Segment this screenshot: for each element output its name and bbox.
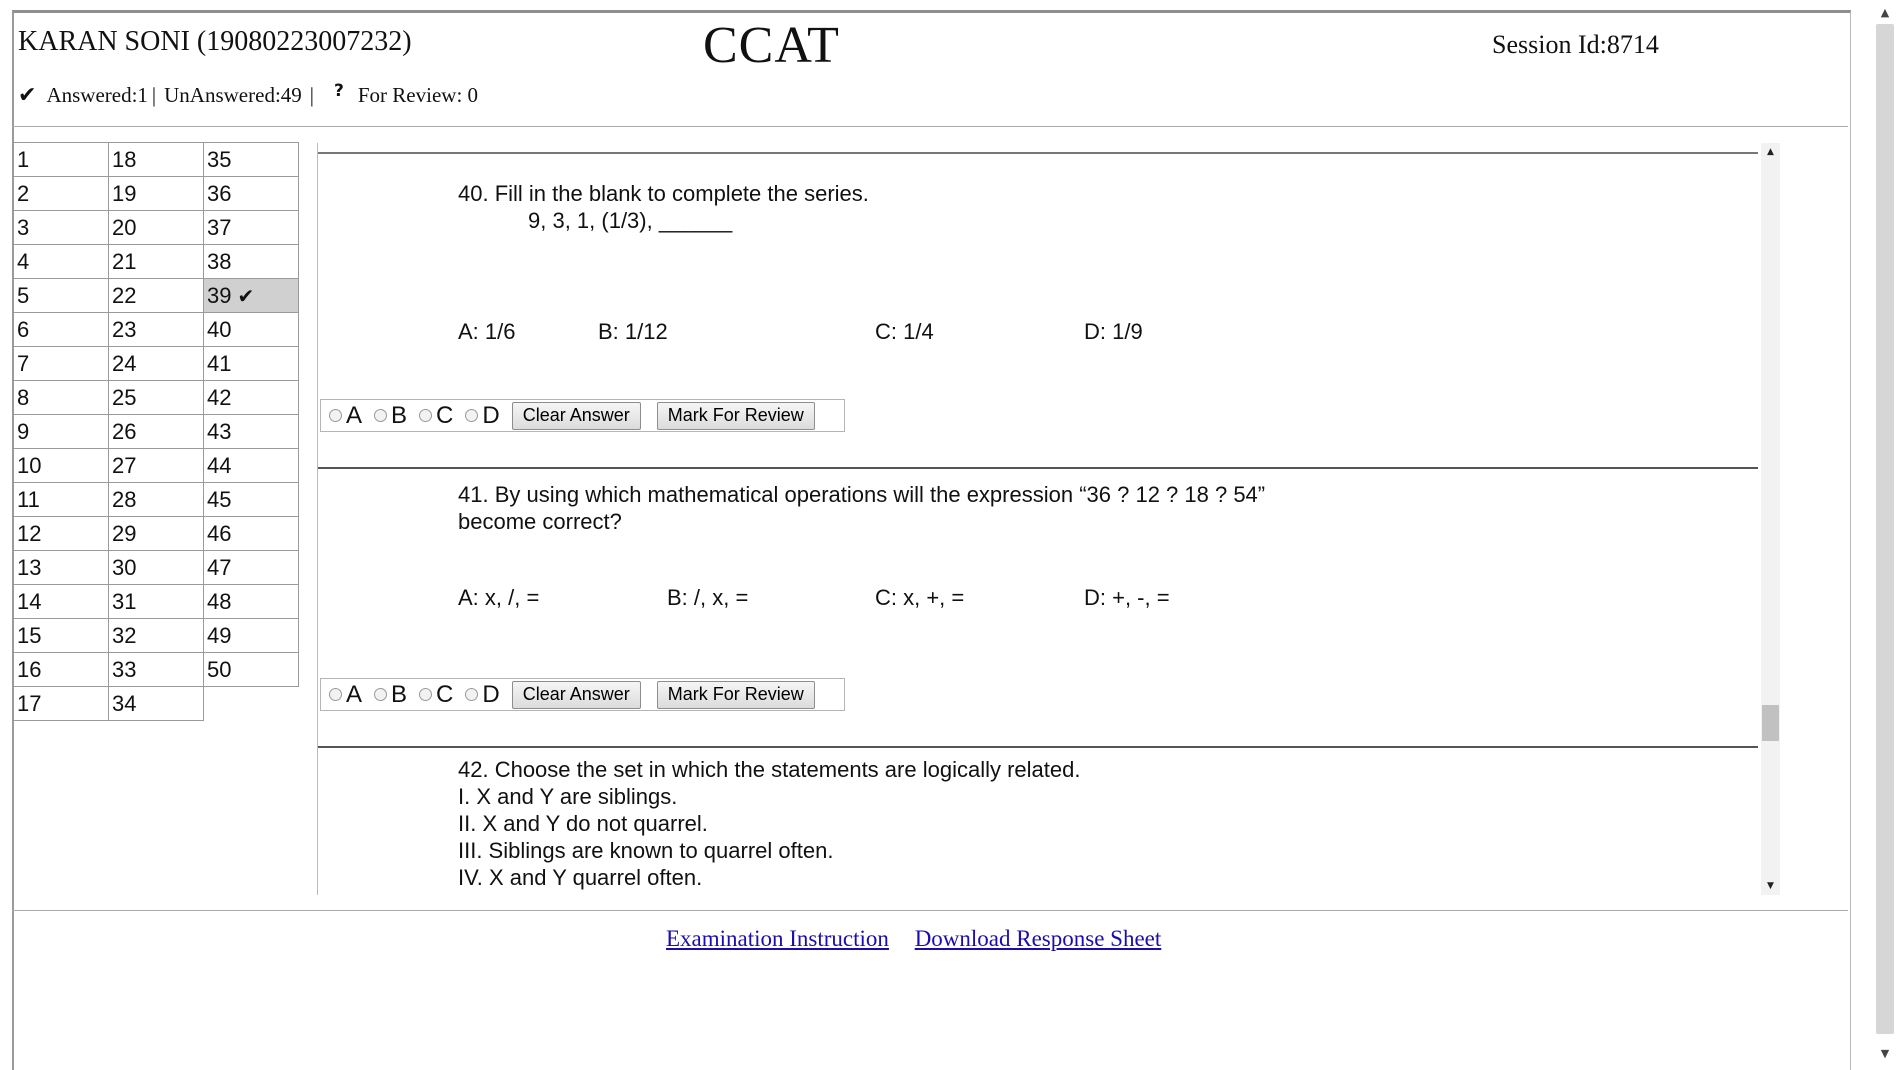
question-number-label: 37 <box>207 214 232 240</box>
question-number-28[interactable] <box>109 483 204 517</box>
separator: | <box>309 83 314 107</box>
unanswered-count: UnAnswered:49 <box>164 83 302 107</box>
question-number-label: 12 <box>17 520 42 546</box>
radio-label: C <box>436 401 454 429</box>
question-number-5[interactable] <box>14 279 109 313</box>
question-number-label: 30 <box>112 554 137 580</box>
question-number-1[interactable] <box>14 143 109 177</box>
navigator-row <box>14 551 299 585</box>
question-number-label: 44 <box>207 452 232 478</box>
statement: IV. X and Y quarrel often. <box>458 865 703 890</box>
radio-label: C <box>436 680 454 708</box>
question-number-21[interactable] <box>109 245 204 279</box>
header-divider <box>12 126 1848 127</box>
radio-label: A <box>346 401 363 429</box>
navigator-row <box>14 177 299 211</box>
mark-for-review-button[interactable]: Mark For Review <box>657 681 815 709</box>
footer-divider <box>12 910 1848 911</box>
question-number-label: 31 <box>112 588 137 614</box>
question-number-label: 5 <box>17 282 30 308</box>
question-number-49[interactable] <box>204 619 299 653</box>
radio-c[interactable] <box>419 409 432 422</box>
radio-c[interactable] <box>419 688 432 701</box>
question-number-label: 16 <box>17 656 42 682</box>
question-text: 40. Fill in the blank to complete the series. <box>458 181 869 206</box>
question-series: 9, 3, 1, (1/3), ______ <box>528 208 733 233</box>
question-number-label: 8 <box>17 384 30 410</box>
candidate-name: KARAN SONI (19080223007232) <box>18 26 412 57</box>
option-d: D: 1/9 <box>1084 319 1143 344</box>
session-id: Session Id:8714 <box>1492 30 1659 59</box>
question-number-20[interactable] <box>109 211 204 245</box>
question-number-26[interactable] <box>109 415 204 449</box>
question-number-label: 14 <box>17 588 42 614</box>
question-number-38[interactable] <box>204 245 299 279</box>
radio-d[interactable] <box>465 688 478 701</box>
question-number-12[interactable] <box>14 517 109 551</box>
option-b: B: 1/12 <box>598 319 668 344</box>
page-scrollbar[interactable] <box>1873 0 1897 1067</box>
statement: II. X and Y do not quarrel. <box>458 811 708 836</box>
question-number-9[interactable] <box>14 415 109 449</box>
question-number-label: 19 <box>112 180 137 206</box>
question-number-label: 35 <box>207 146 232 172</box>
question-number-label: 45 <box>207 486 232 512</box>
statement: I. X and Y are siblings. <box>458 784 678 809</box>
question-text: 41. By using which mathematical operations will the expression “36 ? 12 ? 18 ? 54” <box>458 482 1266 507</box>
question-number-6[interactable] <box>14 313 109 347</box>
question-number-42[interactable] <box>204 381 299 415</box>
radio-b[interactable] <box>374 409 387 422</box>
question-number-47[interactable] <box>204 551 299 585</box>
question-number-label: 4 <box>17 248 30 274</box>
radio-label: B <box>391 401 408 429</box>
option-a: A: x, /, = <box>458 585 540 610</box>
question-number-23[interactable] <box>109 313 204 347</box>
question-number-label: 21 <box>112 248 137 274</box>
question-number-label: 39 <box>207 282 232 308</box>
scroll-up-icon[interactable]: ▲ <box>1767 147 1774 157</box>
question-number-label: 7 <box>17 350 30 376</box>
question-number-label: 13 <box>17 554 42 580</box>
radio-label: B <box>391 680 408 708</box>
question-number-45[interactable] <box>204 483 299 517</box>
question-number-16[interactable] <box>14 653 109 687</box>
question-number-44[interactable] <box>204 449 299 483</box>
radio-d[interactable] <box>465 409 478 422</box>
question-divider <box>318 746 1758 748</box>
question-number-18[interactable] <box>109 143 204 177</box>
question-number-label: 36 <box>207 180 232 206</box>
question-number-label: 40 <box>207 316 232 342</box>
question-number-22[interactable] <box>109 279 204 313</box>
question-number-label: 3 <box>17 214 30 240</box>
question-number-label: 1 <box>17 146 30 172</box>
question-number-8[interactable] <box>14 381 109 415</box>
question-number-label: 43 <box>207 418 232 444</box>
question-number-4[interactable] <box>14 245 109 279</box>
question-number-17[interactable] <box>14 687 109 721</box>
question-number-7[interactable] <box>14 347 109 381</box>
question-number-27[interactable] <box>109 449 204 483</box>
answer-bar <box>320 678 845 711</box>
answer-bar <box>320 399 845 432</box>
question-number-label: 49 <box>207 622 232 648</box>
question-number-13[interactable] <box>14 551 109 585</box>
question-text: 42. Choose the set in which the statements are logically related. <box>458 757 1081 782</box>
navigator-row <box>14 415 299 449</box>
question-number-2[interactable] <box>14 177 109 211</box>
question-number-46[interactable] <box>204 517 299 551</box>
statement: III. Siblings are known to quarrel often. <box>458 838 834 863</box>
question-number-label: 6 <box>17 316 30 342</box>
question-number-label: 50 <box>207 656 232 682</box>
question-mark-icon: ? <box>334 80 344 101</box>
radio-label: D <box>482 680 500 708</box>
question-number-25[interactable] <box>109 381 204 415</box>
question-number-34[interactable] <box>109 687 204 721</box>
question-number-label: 15 <box>17 622 42 648</box>
question-scrollbar[interactable] <box>1761 143 1780 895</box>
navigator-row <box>14 381 299 415</box>
option-c: C: 1/4 <box>875 319 934 344</box>
navigator-row <box>14 143 299 177</box>
navigator-row <box>14 619 299 653</box>
question-number-label: 42 <box>207 384 232 410</box>
scroll-down-icon[interactable]: ▼ <box>1767 881 1774 891</box>
radio-a[interactable] <box>329 409 342 422</box>
question-number-label: 9 <box>17 418 30 444</box>
question-number-label: 29 <box>112 520 137 546</box>
page-scroll-down-icon[interactable]: ▼ <box>1880 1047 1890 1060</box>
page-scroll-thumb[interactable] <box>1876 24 1894 1034</box>
navigator-row <box>14 585 299 619</box>
navigator-row <box>14 653 299 687</box>
question-number-label: 47 <box>207 554 232 580</box>
question-number-10[interactable] <box>14 449 109 483</box>
check-icon: ✔ <box>18 83 37 108</box>
question-number-35[interactable] <box>204 143 299 177</box>
option-b: B: /, x, = <box>667 585 749 610</box>
question-number-label: 32 <box>112 622 137 648</box>
radio-a[interactable] <box>329 688 342 701</box>
question-number-label: 11 <box>17 486 40 512</box>
question-number-label: 17 <box>17 690 42 716</box>
question-number-label: 10 <box>17 452 42 478</box>
footer-links <box>666 926 1181 952</box>
navigator-row <box>14 211 299 245</box>
panel-top-border <box>318 152 1758 154</box>
question-divider <box>318 467 1758 469</box>
navigator-row <box>14 517 299 551</box>
download-response-sheet-link[interactable]: Download Response Sheet <box>914 926 1162 951</box>
question-number-15[interactable] <box>14 619 109 653</box>
navigator-row <box>14 449 299 483</box>
check-icon: ✔ <box>237 283 255 308</box>
question-number-14[interactable] <box>14 585 109 619</box>
page-title: CCAT <box>703 17 840 74</box>
question-number-label: 22 <box>112 282 137 308</box>
question-number-31[interactable] <box>109 585 204 619</box>
option-a: A: 1/6 <box>458 319 516 344</box>
navigator-row <box>14 279 299 313</box>
clear-answer-button[interactable]: Clear Answer <box>512 681 641 709</box>
empty-cell <box>204 687 299 721</box>
question-number-29[interactable] <box>109 517 204 551</box>
page-scroll-up-icon[interactable]: ▲ <box>1880 6 1890 19</box>
navigator-row <box>14 313 299 347</box>
navigator-row <box>14 687 299 721</box>
question-number-50[interactable] <box>204 653 299 687</box>
question-navigator <box>13 142 299 721</box>
question-number-43[interactable] <box>204 415 299 449</box>
question-number-label: 23 <box>112 316 137 342</box>
mark-for-review-button[interactable]: Mark For Review <box>657 402 815 430</box>
answered-count: Answered:1 <box>46 83 148 107</box>
radio-b[interactable] <box>374 688 387 701</box>
review-count: For Review: 0 <box>357 83 479 107</box>
question-number-41[interactable] <box>204 347 299 381</box>
question-number-32[interactable] <box>109 619 204 653</box>
option-c: C: x, +, = <box>875 585 965 610</box>
question-number-label: 2 <box>17 180 30 206</box>
question-number-label: 27 <box>112 452 137 478</box>
question-number-48[interactable] <box>204 585 299 619</box>
question-number-36[interactable] <box>204 177 299 211</box>
question-number-19[interactable] <box>109 177 204 211</box>
radio-label: D <box>482 401 500 429</box>
navigator-row <box>14 483 299 517</box>
answer-status-bar <box>18 80 479 108</box>
question-number-33[interactable] <box>109 653 204 687</box>
navigator-row <box>14 347 299 381</box>
question-number-37[interactable] <box>204 211 299 245</box>
question-number-label: 46 <box>207 520 232 546</box>
question-number-11[interactable] <box>14 483 109 517</box>
question-number-label: 28 <box>112 486 137 512</box>
question-number-label: 24 <box>112 350 137 376</box>
examination-instruction-link[interactable]: Examination Instruction <box>666 926 889 951</box>
question-number-24[interactable] <box>109 347 204 381</box>
navigator-row <box>14 245 299 279</box>
question-number-3[interactable] <box>14 211 109 245</box>
separator: | <box>151 83 157 107</box>
question-number-40[interactable] <box>204 313 299 347</box>
question-number-label: 48 <box>207 588 232 614</box>
question-number-label: 38 <box>207 248 232 274</box>
question-number-label: 25 <box>112 384 137 410</box>
radio-label: A <box>346 680 363 708</box>
question-text-cont: become correct? <box>458 509 622 534</box>
question-number-39[interactable] <box>204 279 299 313</box>
question-panel <box>317 143 1758 895</box>
question-number-label: 34 <box>112 690 137 716</box>
question-number-label: 20 <box>112 214 137 240</box>
question-number-label: 33 <box>112 656 137 682</box>
scroll-thumb[interactable] <box>1762 705 1779 741</box>
option-d: D: +, -, = <box>1084 585 1170 610</box>
question-number-label: 18 <box>112 146 137 172</box>
question-number-label: 41 <box>207 350 232 376</box>
question-number-30[interactable] <box>109 551 204 585</box>
clear-answer-button[interactable]: Clear Answer <box>512 402 641 430</box>
question-number-label: 26 <box>112 418 137 444</box>
